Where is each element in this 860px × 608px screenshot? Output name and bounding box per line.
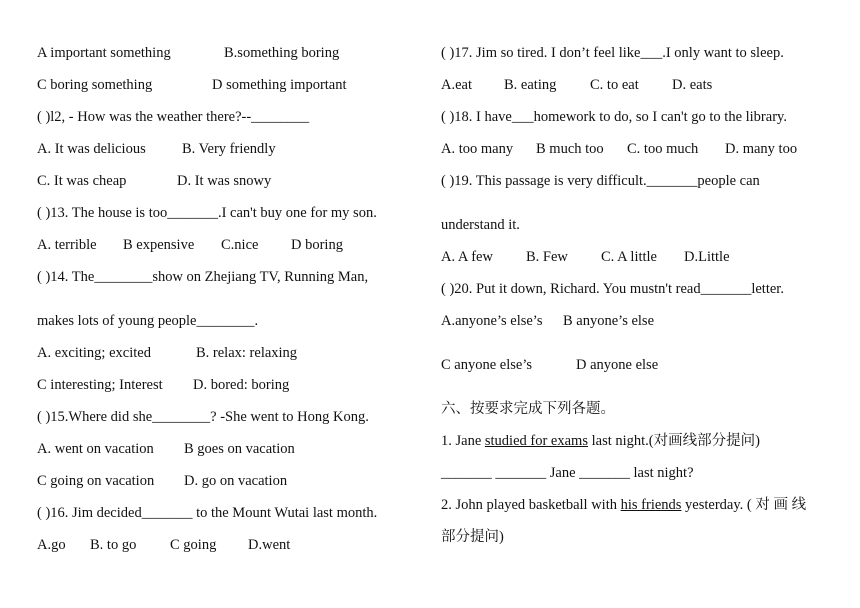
q19-option-b: B. Few: [526, 249, 568, 265]
q13-option-a: A. terrible: [37, 237, 97, 253]
q17-option-c: C. to eat: [590, 77, 639, 93]
q14-option-c: C interesting; Interest: [37, 377, 163, 393]
q18-option-c: C. too much: [627, 141, 699, 157]
q18-option-d: D. many too: [725, 141, 798, 157]
q16-option-c: C going: [170, 537, 217, 553]
question-19: ( )19. This passage is very difficult._______people can: [441, 173, 760, 189]
question-17: ( )17. Jim so tired. I don’t feel like___.I only want to sleep.: [441, 45, 784, 61]
question-18: ( )18. I have___homework to do, so I can't go to the library.: [441, 109, 787, 125]
q19-option-d: D.Little: [684, 249, 730, 265]
q17-option-d: D. eats: [672, 77, 713, 93]
q16-option-a: A.go: [37, 537, 66, 553]
q20-option-c: C anyone else’s: [441, 357, 533, 373]
q14-option-d: D. bored: boring: [193, 377, 290, 393]
task-1-prefix: 1. Jane: [441, 433, 485, 449]
task-1-underlined: studied for exams: [484, 433, 588, 449]
q19-option-c: C. A little: [601, 249, 657, 265]
q12-option-a: A. It was delicious: [37, 141, 146, 157]
question-19-continued: understand it.: [441, 217, 520, 233]
q15-option-b: B goes on vacation: [184, 441, 295, 457]
option-b: B.something boring: [224, 45, 340, 61]
q14-option-a: A. exciting; excited: [37, 345, 151, 361]
question-16: ( )16. Jim decided_______ to the Mount Wutai last month.: [37, 505, 378, 521]
q12-option-c: C. It was cheap: [37, 173, 127, 189]
task-2-underlined: his friends: [620, 497, 682, 513]
q20-option-a: A.anyone’s else’s: [441, 313, 543, 329]
q12-option-b: B. Very friendly: [182, 141, 276, 157]
q20-option-d: D anyone else: [576, 357, 659, 373]
q16-option-d: D.went: [248, 537, 291, 553]
q17-option-b: B. eating: [504, 77, 557, 93]
option-d: D something important: [212, 77, 347, 93]
q20-option-b: B anyone’s else: [563, 313, 655, 329]
task-2: [441, 495, 806, 515]
q14-option-b: B. relax: relaxing: [196, 345, 298, 361]
task-1: [441, 431, 760, 451]
task-2-prefix: 2. John played basketball with: [441, 497, 621, 513]
question-14: ( )14. The________show on Zhejiang TV, Running Man,: [37, 269, 369, 285]
question-20: ( )20. Put it down, Richard. You mustn't read_______letter.: [441, 281, 784, 297]
option-c: C boring something: [37, 77, 153, 93]
question-13: ( )13. The house is too_______.I can't buy one for my son.: [37, 205, 377, 221]
q17-option-a: A.eat: [441, 77, 472, 93]
q13-option-d: D boring: [291, 237, 343, 253]
task-1-answer-blanks: _______ _______ Jane _______ last night?: [441, 465, 694, 481]
q18-option-a: A. too many: [441, 141, 514, 157]
q18-option-b: B much too: [536, 141, 604, 157]
question-14-continued: makes lots of young people________.: [37, 313, 259, 329]
q15-option-d: D. go on vacation: [184, 473, 288, 489]
question-15: ( )15.Where did she________? -She went to Hong Kong.: [37, 409, 369, 425]
task-2-suffix: yesterday. ( 对 画 线: [681, 497, 807, 513]
task-2-continued: 部分提问): [441, 529, 504, 545]
option-a: A important something: [37, 45, 171, 61]
q15-option-a: A. went on vacation: [37, 441, 154, 457]
q19-option-a: A. A few: [441, 249, 493, 265]
section-title: 六、按要求完成下列各题。: [441, 401, 615, 417]
q16-option-b: B. to go: [90, 537, 137, 553]
q12-option-d: D. It was snowy: [177, 173, 272, 189]
q13-option-c: C.nice: [221, 237, 259, 253]
q15-option-c: C going on vacation: [37, 473, 155, 489]
q13-option-b: B expensive: [123, 237, 195, 253]
task-1-suffix: last night.(对画线部分提问): [587, 433, 760, 449]
question-12: ( )l2, - How was the weather there?--________: [37, 109, 310, 125]
